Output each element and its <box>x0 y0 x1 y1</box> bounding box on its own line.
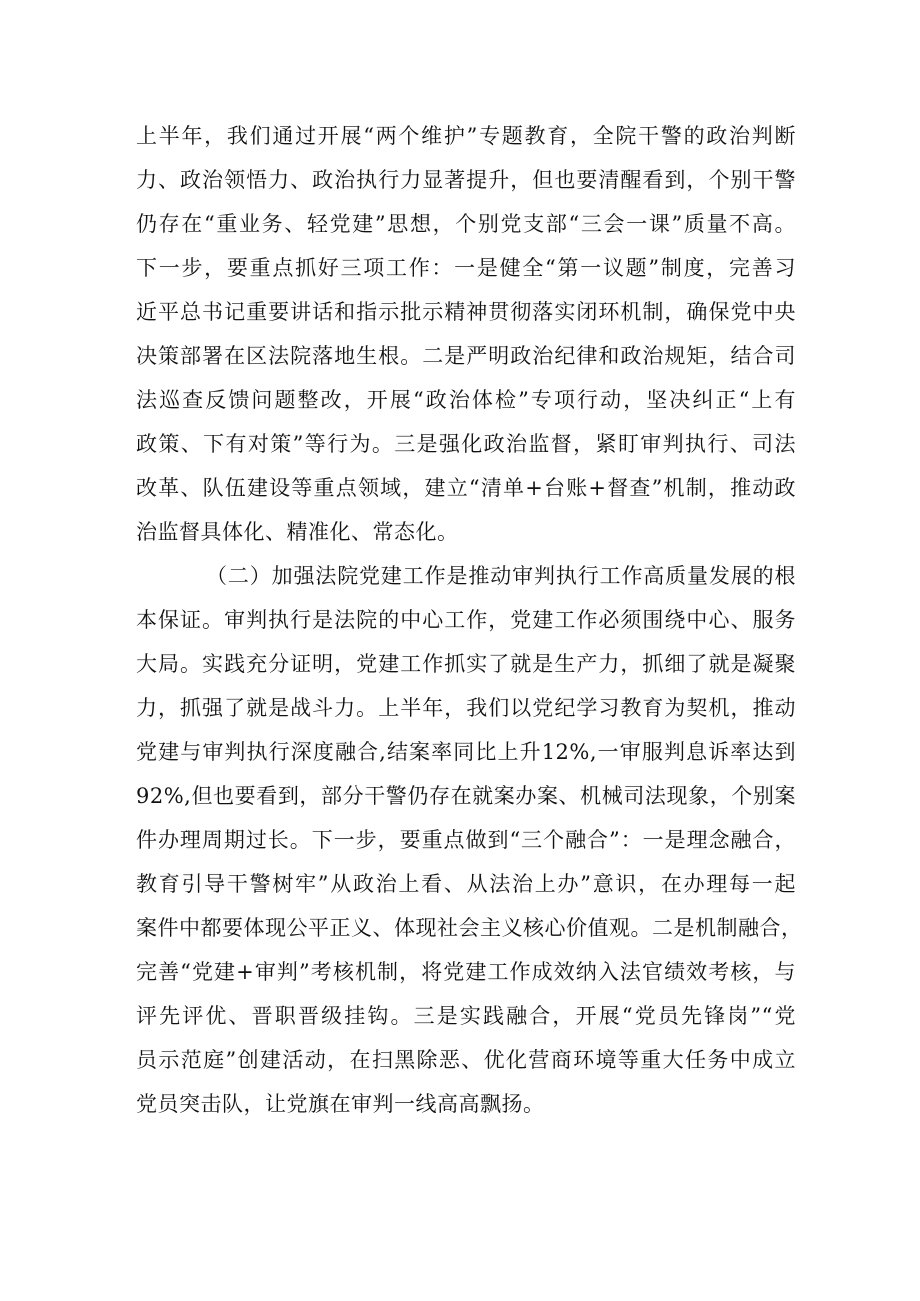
text-line: 仍存在“重业务、轻党建”思想，个别党支部“三会一课”质量不高。 <box>136 212 796 236</box>
text-line: 下一步，要重点抓好三项工作：一是健全“第一议题”制度，完善习 <box>136 256 796 280</box>
text-line: 上半年，我们通过开展“两个维护”专题教育，全院干警的政治判断 <box>136 124 796 148</box>
text-line: 决策部署在区法院落地生根。二是严明政治纪律和政治规矩，结合司 <box>136 344 796 368</box>
text-line: 党建与审判执行深度融合,结案率同比上升12%,一审服判息诉率达到 <box>136 740 796 764</box>
text-line: 案件中都要体现公平正义、体现社会主义核心价值观。二是机制融合， <box>136 916 803 940</box>
text-line: 完善“党建+审判”考核机制，将党建工作成效纳入法官绩效考核，与 <box>136 960 796 984</box>
text-line: 评先评优、晋职晋级挂钩。三是实践融合，开展“党员先锋岗”“党 <box>136 1004 796 1028</box>
text-line: 党员突击队，让党旗在审判一线高高飘扬。 <box>136 1092 545 1116</box>
text-line: 92%,但也要看到，部分干警仍存在就案办案、机械司法现象，个别案 <box>136 784 796 808</box>
text-line: 教育引导干警树牢”从政治上看、从法治上办”意识，在办理每一起 <box>136 872 796 896</box>
text-line: 大局。实践充分证明，党建工作抓实了就是生产力，抓细了就是凝聚 <box>136 652 796 676</box>
text-line: 件办理周期过长。下一步，要重点做到“三个融合”：一是理念融合， <box>136 828 796 852</box>
text-line: （二）加强法院党建工作是推动审判执行工作高质量发展的根 <box>206 564 796 588</box>
text-line: 改革、队伍建设等重点领域，建立“清单+台账+督查”机制，推动政 <box>136 476 796 500</box>
text-line: 力、政治领悟力、政治执行力显著提升，但也要清醒看到，个别干警 <box>136 168 796 192</box>
text-line: 法巡查反馈问题整改，开展“政治体检”专项行动，坚决纠正“上有 <box>136 388 796 412</box>
text-line: 政策、下有对策”等行为。三是强化政治监督，紧盯审判执行、司法 <box>136 432 796 456</box>
text-line: 治监督具体化、精准化、常态化。 <box>136 520 459 544</box>
text-line: 员示范庭”创建活动，在扫黑除恶、优化营商环境等重大任务中成立 <box>136 1048 796 1072</box>
text-line: 本保证。审判执行是法院的中心工作，党建工作必须围绕中心、服务 <box>136 608 796 632</box>
text-line: 近平总书记重要讲话和指示批示精神贯彻落实闭环机制，确保党中央 <box>136 300 796 324</box>
text-line: 力，抓强了就是战斗力。上半年，我们以党纪学习教育为契机，推动 <box>136 696 796 720</box>
